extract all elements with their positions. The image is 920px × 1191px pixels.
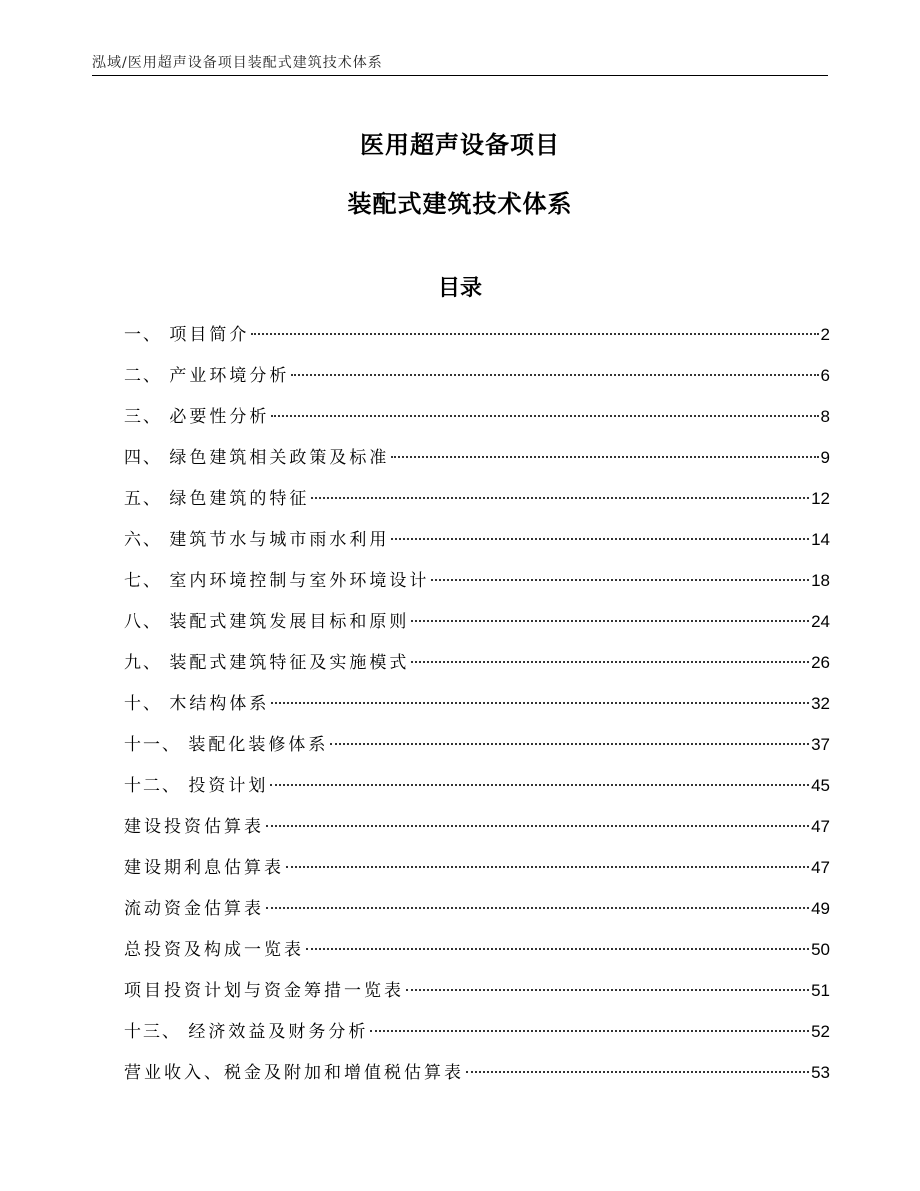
toc-entry-page-number: 53 [811, 1063, 830, 1082]
toc-entry-title: 必要性分析 [169, 407, 270, 427]
toc-entry-page-number: 37 [811, 735, 830, 754]
toc-entry-title: 投资计划 [188, 776, 269, 796]
toc-entry[interactable] [124, 1061, 830, 1102]
toc-dot-leader [266, 907, 809, 909]
toc-entry-number: 一、 [124, 325, 170, 345]
document-title-line-1: 医用超声设备项目 [360, 131, 560, 159]
toc-dot-leader [291, 374, 818, 376]
document-title-line-2: 装配式建筑技术体系 [347, 190, 573, 218]
toc-entry-page-number: 32 [811, 694, 830, 713]
toc-entry-title: 装配化装修体系 [188, 735, 329, 755]
toc-entry-page-number: 50 [811, 940, 830, 959]
toc-dot-leader [306, 948, 809, 950]
toc-entry-title: 项目简介 [169, 325, 250, 345]
toc-dot-leader [411, 620, 809, 622]
toc-entry[interactable] [124, 528, 830, 569]
toc-dot-leader [330, 743, 809, 745]
toc-dot-leader [266, 825, 809, 827]
toc-dot-leader [466, 1071, 809, 1073]
toc-entry-number: 十、 [124, 694, 170, 714]
toc-entry-title: 装配式建筑发展目标和原则 [169, 612, 410, 632]
toc-entry[interactable] [124, 1020, 830, 1061]
toc-dot-leader [411, 661, 809, 663]
toc-entry-title: 经济效益及财务分析 [188, 1022, 369, 1042]
toc-dot-leader [270, 784, 809, 786]
toc-entry-title: 产业环境分析 [169, 366, 290, 386]
toc-entry-title: 总投资及构成一览表 [124, 940, 304, 960]
toc-dot-leader [311, 497, 809, 499]
toc-entry-page-number: 51 [811, 981, 830, 1000]
toc-entry-page-number: 26 [811, 653, 830, 672]
toc-entry[interactable] [124, 733, 830, 774]
toc-entry-number: 三、 [124, 407, 170, 427]
toc-entry-title: 建设投资估算表 [124, 817, 264, 837]
header-divider [92, 75, 828, 76]
toc-entry-title: 室内环境控制与室外环境设计 [169, 571, 430, 591]
toc-dot-leader [391, 538, 809, 540]
toc-entry-title: 营业收入、税金及附加和增值税估算表 [124, 1063, 464, 1083]
toc-entry[interactable] [124, 651, 830, 692]
toc-entry-number: 七、 [124, 571, 170, 591]
toc-entry[interactable] [124, 897, 830, 938]
toc-entry-number: 五、 [124, 489, 170, 509]
toc-entry[interactable] [124, 774, 830, 815]
toc-entry-page-number: 24 [811, 612, 830, 631]
toc-entry-page-number: 12 [811, 489, 830, 508]
toc-entry[interactable] [124, 815, 830, 856]
toc-entry-number: 十二、 [124, 776, 189, 796]
toc-entry-number: 六、 [124, 530, 170, 550]
toc-entry-page-number: 2 [820, 325, 830, 344]
toc-entry[interactable] [124, 323, 830, 364]
toc-entry-page-number: 47 [811, 817, 830, 836]
toc-entry-page-number: 49 [811, 899, 830, 918]
toc-entry-page-number: 45 [811, 776, 830, 795]
toc-entry-number: 十三、 [124, 1022, 189, 1042]
toc-entry-title: 装配式建筑特征及实施模式 [169, 653, 410, 673]
toc-entry-page-number: 14 [811, 530, 830, 549]
toc-entry-number: 九、 [124, 653, 170, 673]
toc-entry-title: 项目投资计划与资金筹措一览表 [124, 981, 404, 1001]
toc-entry-page-number: 8 [820, 407, 830, 426]
toc-dot-leader [370, 1030, 809, 1032]
toc-dot-leader [286, 866, 809, 868]
toc-entry-number: 十一、 [124, 735, 189, 755]
toc-entry[interactable] [124, 610, 830, 651]
toc-entry-page-number: 52 [811, 1022, 830, 1041]
toc-entry[interactable] [124, 364, 830, 405]
toc-dot-leader [431, 579, 809, 581]
toc-entry-number: 四、 [124, 448, 170, 468]
toc-entry[interactable] [124, 692, 830, 733]
toc-entry-page-number: 9 [820, 448, 830, 467]
toc-entry[interactable] [124, 979, 830, 1020]
running-header: 泓域/医用超声设备项目装配式建筑技术体系 [92, 55, 383, 71]
toc-heading: 目录 [437, 276, 482, 301]
toc-entry-title: 木结构体系 [169, 694, 270, 714]
toc-entry-number: 二、 [124, 366, 170, 386]
toc-entry-title: 绿色建筑的特征 [169, 489, 310, 509]
toc-entry-page-number: 18 [811, 571, 830, 590]
toc-dot-leader [271, 702, 809, 704]
toc-entry-title: 建设期利息估算表 [124, 858, 284, 878]
toc-dot-leader [251, 333, 818, 335]
toc-entry[interactable] [124, 446, 830, 487]
toc-entry-title: 绿色建筑相关政策及标准 [169, 448, 390, 468]
toc-dot-leader [406, 989, 809, 991]
table-of-contents [124, 323, 830, 1102]
toc-entry[interactable] [124, 938, 830, 979]
toc-entry[interactable] [124, 856, 830, 897]
toc-dot-leader [271, 415, 818, 417]
toc-entry-page-number: 6 [820, 366, 830, 385]
toc-entry[interactable] [124, 487, 830, 528]
toc-dot-leader [391, 456, 818, 458]
toc-entry-number: 八、 [124, 612, 170, 632]
toc-entry-title: 建筑节水与城市雨水利用 [169, 530, 390, 550]
toc-entry-title: 流动资金估算表 [124, 899, 264, 919]
toc-entry-page-number: 47 [811, 858, 830, 877]
toc-entry[interactable] [124, 405, 830, 446]
toc-entry[interactable] [124, 569, 830, 610]
